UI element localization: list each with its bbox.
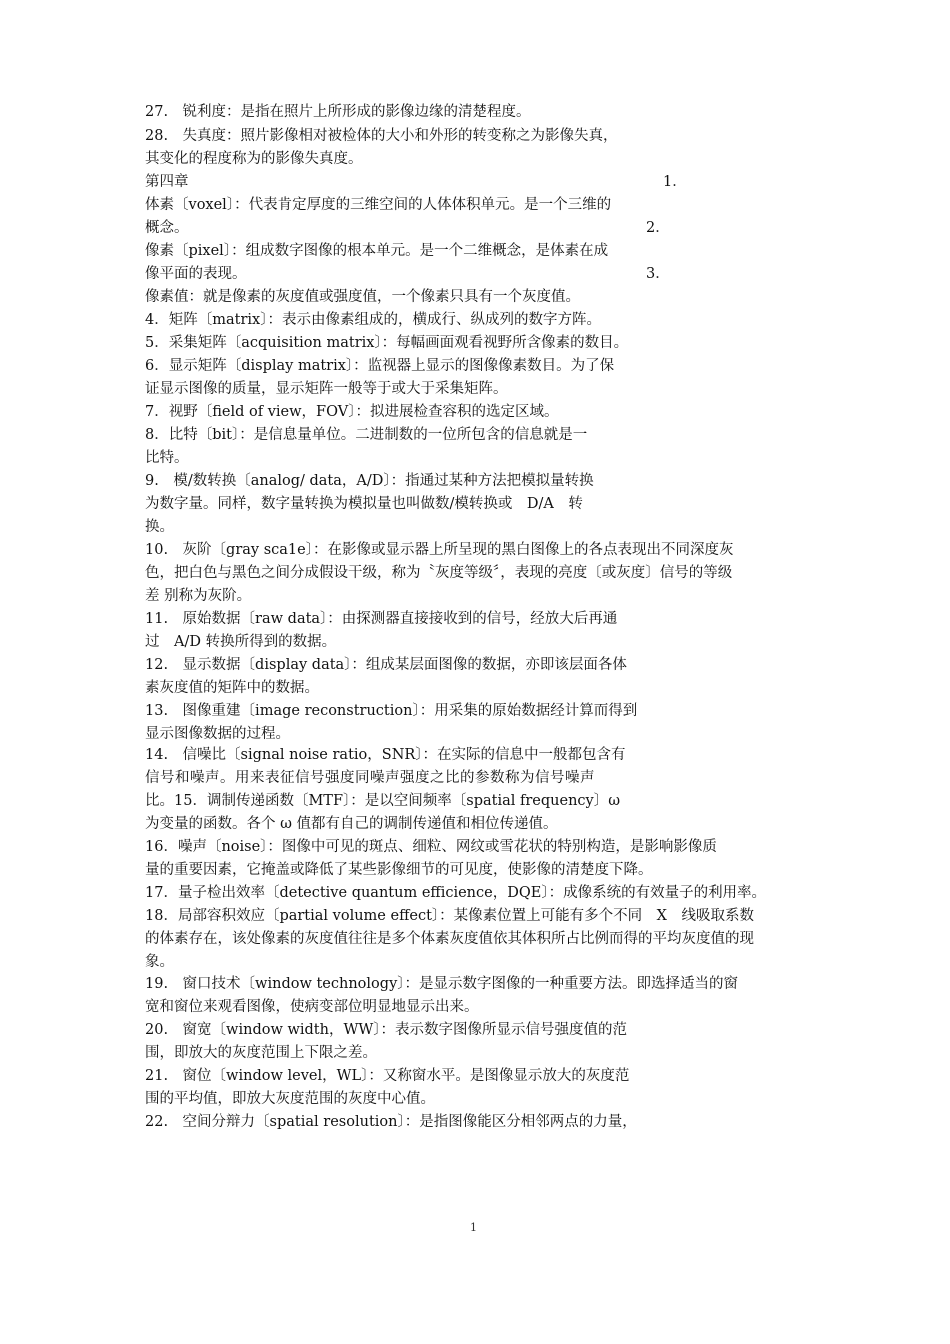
text-line: 围，即放大的灰度范围上下限之差。: [145, 1045, 377, 1061]
text-line: 9. 模/数转换〔analog/ data，A/D〕：指通过某种方法把模拟量转换: [145, 473, 594, 489]
text-line: 证显示图像的质量，显示矩阵一般等于或大于采集矩阵。: [145, 381, 508, 397]
text-line: 其变化的程度称为的影像失真度。: [145, 151, 363, 167]
text-line: 19. 窗口技术〔window technology〕：是显示数字图像的一种重要方法。即选择适当的窗: [145, 976, 739, 992]
text-line: 21. 窗位〔window level，WL〕：又称窗水平。是图像显示放大的灰度范: [145, 1068, 630, 1084]
text-line: 16．噪声〔noise〕：图像中可见的斑点、细粒、网纹或雪花状的特别构造，是影响影像质: [145, 839, 717, 855]
text-line: 5．采集矩阵〔acquisition matrix〕：每幅画面观看视野所含像素的数目。: [145, 335, 629, 351]
item-number: 3．: [646, 266, 670, 282]
text-line: 比。15．调制传递函数〔MTF〕：是以空间频率〔spatial frequency〕ω: [145, 793, 621, 809]
text-line: 素灰度值的矩阵中的数据。: [145, 680, 319, 696]
page-number: 1: [470, 1221, 477, 1234]
text-line: 比特。: [145, 450, 189, 466]
item-number: 1．: [663, 174, 687, 190]
text-line: 4．矩阵〔matrix〕：表示由像素组成的，横成行、纵成列的数字方阵。: [145, 312, 601, 328]
text-line: 11. 原始数据〔raw data〕：由探测器直接接收到的信号，经放大后再通: [145, 611, 618, 627]
text-line: 像平面的表现。: [145, 266, 247, 282]
text-line: 22. 空间分辩力〔spatial resolution〕：是指图像能区分相邻两点的力量，: [145, 1114, 637, 1130]
text-line: 10. 灰阶〔gray sca1e〕：在影像或显示器上所呈现的黑白图像上的各点表现出不同深度灰: [145, 542, 734, 558]
chapter-heading: 第四章: [145, 174, 189, 190]
text-line: 色，把白色与黑色之间分成假设干级，称为〝灰度等级〞，表现的亮度〔或灰度〕信号的等级: [145, 565, 733, 581]
text-line: 信号和噪声。用来表征信号强度同噪声强度之比的参数称为信号噪声: [145, 770, 595, 786]
text-line: 28. 失真度：照片影像相对被检体的大小和外形的转变称之为影像失真，: [145, 128, 618, 144]
text-line: 过 A/D 转换所得到的数据。: [145, 634, 337, 650]
text-line: 17．量子检出效率〔detective quantum efficience，DQE〕：成像系统的有效量子的利用率。: [145, 885, 767, 901]
text-line: 为数字量。同样，数字量转换为模拟量也叫做数/模转换或 D/A 转: [145, 496, 583, 512]
text-line: 13. 图像重建〔image reconstruction〕：用采集的原始数据经计算而得到: [145, 703, 638, 719]
text-line: 7．视野〔field of view，FOV〕：拟进展检查容积的选定区域。: [145, 404, 559, 420]
text-line: 概念。: [145, 220, 189, 236]
text-line: 量的重要因素，它掩盖或降低了某些影像细节的可见度，使影像的清楚度下降。: [145, 862, 653, 878]
text-line: 显示图像数据的过程。: [145, 726, 290, 742]
text-line: 18．局部容积效应〔partial volume effect〕：某像素位置上可能有多个不同 X 线吸取系数: [145, 908, 754, 924]
text-line: 14. 信噪比〔signal noise ratio，SNR〕：在实际的信息中一般都包含有: [145, 747, 626, 763]
text-line: 6．显示矩阵〔display matrix〕：监视器上显示的图像像素数目。为了保: [145, 358, 615, 374]
text-line: 像素值：就是像素的灰度值或强度值，一个像素只具有一个灰度值。: [145, 289, 580, 305]
text-line: 象。: [145, 954, 174, 970]
text-line: 的体素存在，该处像素的灰度值往往是多个体素灰度值依其体积所占比例而得的平均灰度值的现: [145, 931, 754, 947]
text-line: 围的平均值，即放大灰度范围的灰度中心值。: [145, 1091, 435, 1107]
text-line: 12. 显示数据〔display data〕：组成某层面图像的数据，亦即该层面各体: [145, 657, 627, 673]
text-line: 8．比特〔bit〕：是信息量单位。二进制数的一位所包含的信息就是一: [145, 427, 588, 443]
text-line: 换。: [145, 519, 174, 535]
text-line: 为变量的函数。各个 ω 值都有自己的调制传递值和相位传递值。: [145, 816, 558, 832]
text-line: 体素〔voxel〕：代表肯定厚度的三维空间的人体体积单元。是一个三维的: [145, 197, 612, 213]
text-line: 差 别称为灰阶。: [145, 588, 252, 604]
text-line: 20. 窗宽〔window width，WW〕：表示数字图像所显示信号强度值的范: [145, 1022, 628, 1038]
item-number: 2．: [646, 220, 670, 236]
text-line: 像素〔pixel〕：组成数字图像的根本单元。是一个二维概念，是体素在成: [145, 243, 609, 259]
text-line: 27. 锐利度：是指在照片上所形成的影像边缘的清楚程度。: [145, 104, 531, 120]
text-line: 宽和窗位来观看图像，使病变部位明显地显示出来。: [145, 999, 479, 1015]
